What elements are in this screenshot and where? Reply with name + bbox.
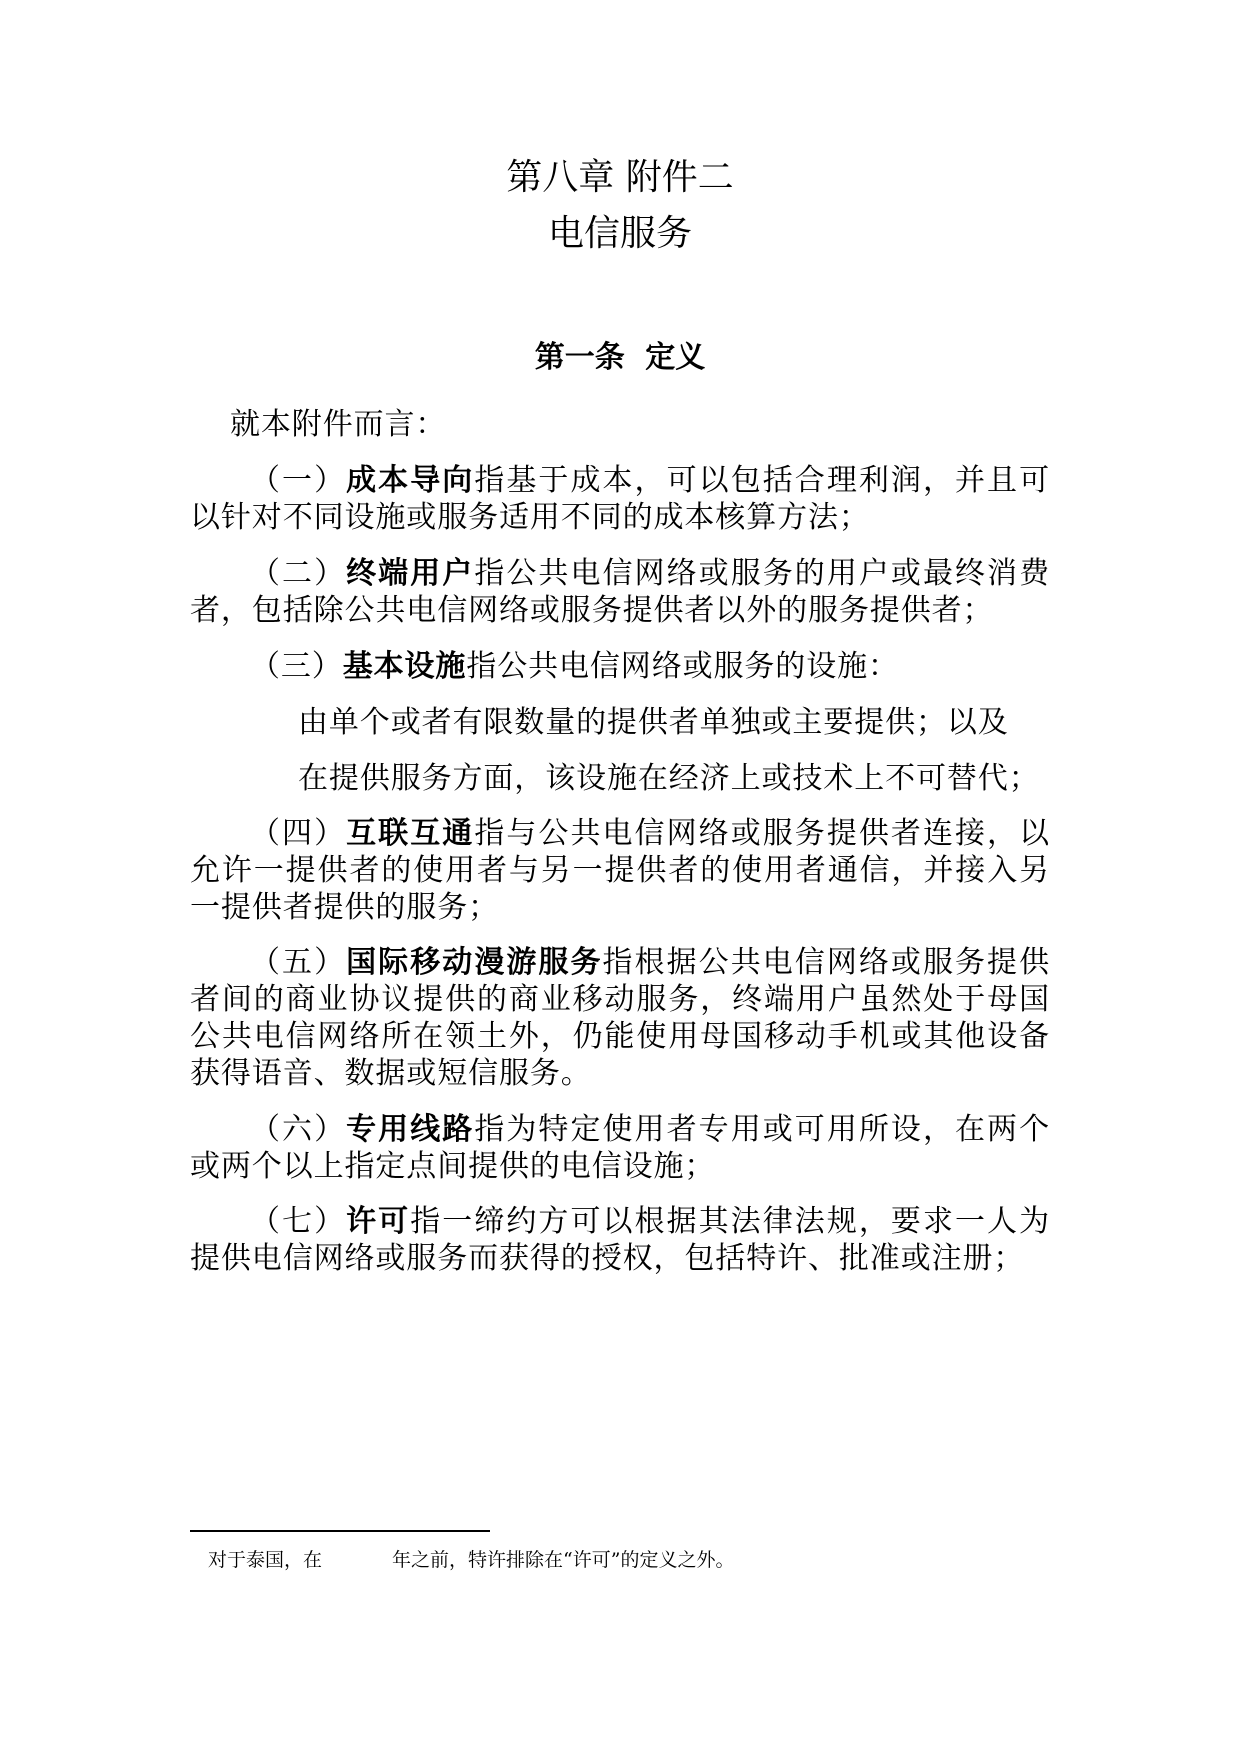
article-heading: 第一条 定义 bbox=[534, 340, 706, 375]
definition-text: 指一缔约方可以根据其法律法规，要求一人为提供电信网络或服务而获得的授权，包括特许、批准或注册； bbox=[190, 1204, 1050, 1276]
definition-number: （六） bbox=[250, 1112, 347, 1147]
definition-term: 基本设施 bbox=[342, 649, 467, 684]
definition-text: 指根据公共电信网络或服务提供者间的商业协议提供的商业移动服务，终端用户虽然处于母国公共电信网络所在领土外，仍能使用母国移动手机或其他设备获得语音、数据或短信服务。 bbox=[190, 945, 1051, 1091]
definition-number: （三） bbox=[250, 649, 343, 684]
footnote-text-part1: 对于泰国，在 bbox=[208, 1549, 323, 1571]
footnote bbox=[208, 1548, 734, 1572]
definition-number: （五） bbox=[250, 945, 347, 980]
definition-number: （四） bbox=[250, 816, 347, 851]
definition-term: 成本导向 bbox=[346, 463, 475, 498]
definition-text: 指公共电信网络或服务的用户或最终消费者，包括除公共电信网络或服务提供者以外的服务提供者； bbox=[190, 556, 1050, 628]
intro-text: 就本附件而言： bbox=[230, 407, 447, 442]
definition-item bbox=[190, 555, 1050, 629]
sub-item: 由单个或者有限数量的提供者单独或主要提供；以及 bbox=[298, 705, 1009, 740]
definition-text: 指为特定使用者专用或可用所设，在两个或两个以上指定点间提供的电信设施； bbox=[190, 1112, 1050, 1184]
footnote-text-part2: 年之前，特许排除在“许可”的定义之外。 bbox=[392, 1549, 735, 1571]
definition-item bbox=[190, 462, 1050, 536]
definition-item bbox=[190, 648, 1050, 685]
definition-term: 专用线路 bbox=[346, 1112, 475, 1147]
definition-number: （一） bbox=[250, 463, 347, 498]
definition-term: 终端用户 bbox=[346, 556, 475, 591]
definition-text: 指公共电信网络或服务的设施： bbox=[466, 649, 899, 684]
chapter-title: 第八章 附件二 bbox=[506, 157, 734, 198]
definition-item bbox=[190, 1111, 1050, 1185]
definition-text: 指基于成本，可以包括合理利润，并且可以针对不同设施或服务适用不同的成本核算方法； bbox=[190, 463, 1050, 535]
footnote-separator bbox=[190, 1530, 490, 1532]
definition-term: 互联互通 bbox=[346, 816, 475, 851]
definition-item bbox=[190, 815, 1050, 926]
definition-number: （二） bbox=[250, 556, 347, 591]
annex-subtitle: 电信服务 bbox=[547, 213, 692, 254]
definition-text: 指与公共电信网络或服务提供者连接，以允许一提供者的使用者与另一提供者的使用者通信，并接入另一提供者提供的服务； bbox=[190, 816, 1050, 925]
sub-item: 在提供服务方面，该设施在经济上或技术上不可替代； bbox=[298, 761, 1040, 796]
definition-term: 许可 bbox=[346, 1204, 411, 1239]
definition-number: （七） bbox=[250, 1204, 347, 1239]
definition-term: 国际移动漫游服务 bbox=[346, 945, 603, 980]
definition-item bbox=[190, 944, 1050, 1092]
definition-item bbox=[190, 1203, 1050, 1277]
